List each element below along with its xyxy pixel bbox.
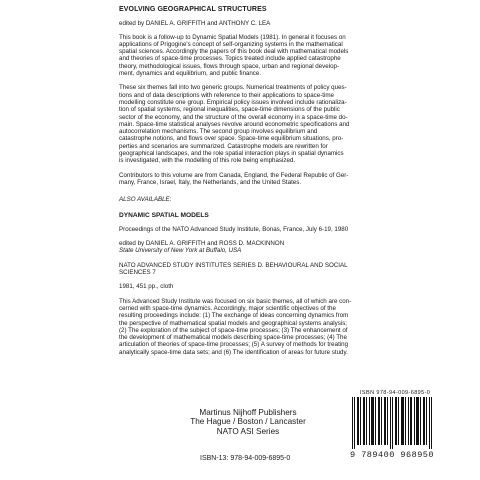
book-description-para1	[119, 34, 449, 78]
cover-footer	[180, 390, 480, 480]
book-editors: edited by DANIEL A. GRIFFITH and ANTHONY C. LEA	[119, 20, 271, 28]
barcode-isbn-text: ISBN 978-94-009-6895-0	[360, 390, 431, 396]
barcode-number: 9 789400 968950	[350, 450, 435, 460]
second-book-title: DYNAMIC SPATIAL MODELS	[119, 211, 209, 219]
series-line: NATO ADVANCED STUDY INSTITUTES SERIES D. BEHAVIOURAL AND SOCIAL	[119, 261, 348, 269]
publisher-block	[188, 408, 308, 436]
para1-line: theory, methodological issues, flows through space, urban and regional develop-	[119, 62, 340, 70]
barcode-icon	[352, 397, 434, 449]
barcode	[330, 390, 448, 466]
book-description-para3	[119, 172, 449, 187]
desc-line: This Advanced Study Institute was focused on six basic themes, all of which are con-	[119, 297, 352, 305]
para1-line: spatial sciences. Accordingly the papers of this book deal with mathematical models	[119, 48, 349, 56]
desc-line: (2) The exploration of the subject of space-time processes; (3) The enhancement of	[119, 326, 348, 334]
para2-line: main. Space-time statistical analyses revolve around econometric specifications and	[119, 120, 350, 128]
para2-line: catastrophe notions, and flows over space. Space-time equilibrium situations, pro-	[119, 135, 344, 143]
second-book-description	[119, 298, 449, 356]
series-line: SCIENCES 7	[119, 269, 156, 277]
desc-line: articulation of theories of space-time processes; (5) A survey of methods for treating	[119, 341, 349, 349]
desc-line: the perspective of mathematical spatial models and geographical systems analysis;	[119, 319, 348, 327]
isbn-13-label: ISBN-13: 978-94-009-6895-0	[200, 455, 291, 462]
para2-line: tion of spatial systems, regional inequalities, space-time dimensions of the public	[119, 106, 340, 114]
publisher-series: NATO ASI Series	[216, 426, 280, 436]
second-book-editors: edited by DANIEL A. GRIFFITH and ROSS D. MACKINNON	[119, 240, 285, 248]
para2-line: perties and scenarios are summarized. Catastrophe models are rewritten for	[119, 142, 328, 150]
para2-line: is investigated, with the modelling of this role being emphasized.	[119, 157, 296, 165]
para1-line: applications of Prigogine's concept of self-organizing systems in the mathematical	[119, 40, 343, 48]
para2-line: sector of the economy, and the structure of the overall economy in a space-time do-	[119, 113, 348, 121]
book-description-para2	[119, 84, 449, 164]
proceedings-line: Proceedings of the NATO Advanced Study Institute, Bonas, France, July 6-19, 1980	[119, 225, 349, 233]
desc-line: analytically space-time data sets; and (6) The identification of areas for future study.	[119, 348, 348, 356]
para2-line: These six themes fall into two generic groups. Numerical treatments of policy ques-	[119, 84, 347, 92]
book-title: EVOLVING GEOGRAPHICAL STRUCTURES	[119, 6, 267, 13]
para1-line: and theories of space-time processes. Topics treated include applied catastrophe	[119, 55, 341, 63]
publisher-cities: The Hague / Boston / Lancaster	[190, 417, 306, 427]
para2-line: modelling constitute one group. Empirical policy issues involved include rationaliza-	[119, 98, 347, 106]
para2-line: geographical landscapes, and the role spatial interaction plays in spatial dynamics	[119, 150, 344, 158]
back-cover-text	[119, 0, 449, 363]
edition-info: 1981, 451 pp., cloth	[119, 283, 174, 291]
para3-line: many, France, Israel, Italy, the Netherlands, and the United States.	[119, 178, 302, 186]
para1-line: ment, dynamics and equilibrium, and public finance.	[119, 70, 262, 78]
para2-line: autocorrelation mechanisms. The second group involves equilibrium and	[119, 128, 318, 136]
para3-line: Contributors to this volume are from Canada, England, the Federal Republic of Ger-	[119, 171, 349, 179]
para1-line: This book is a follow-up to Dynamic Spatial Models (1981). In general it focuses on	[119, 33, 346, 41]
para2-line: tions and of data descriptions with reference to their applications to space-time	[119, 91, 334, 99]
desc-line: the development of mathematical models describing space-time processes; (4) The	[119, 334, 347, 342]
publisher-name: Martinus Nijhoff Publishers	[199, 408, 297, 417]
second-book-affiliation: State University of New York at Buffalo, USA	[119, 247, 242, 255]
also-available-label: ALSO AVAILABLE:	[119, 196, 172, 204]
desc-line: cerned with space-time dynamics. Accordingly, major scientific objectives of the	[119, 304, 336, 312]
desc-line: resulting proceedings include: (1) The exchange of ideas concerning dynamics from	[119, 312, 349, 320]
series-info	[119, 262, 449, 277]
